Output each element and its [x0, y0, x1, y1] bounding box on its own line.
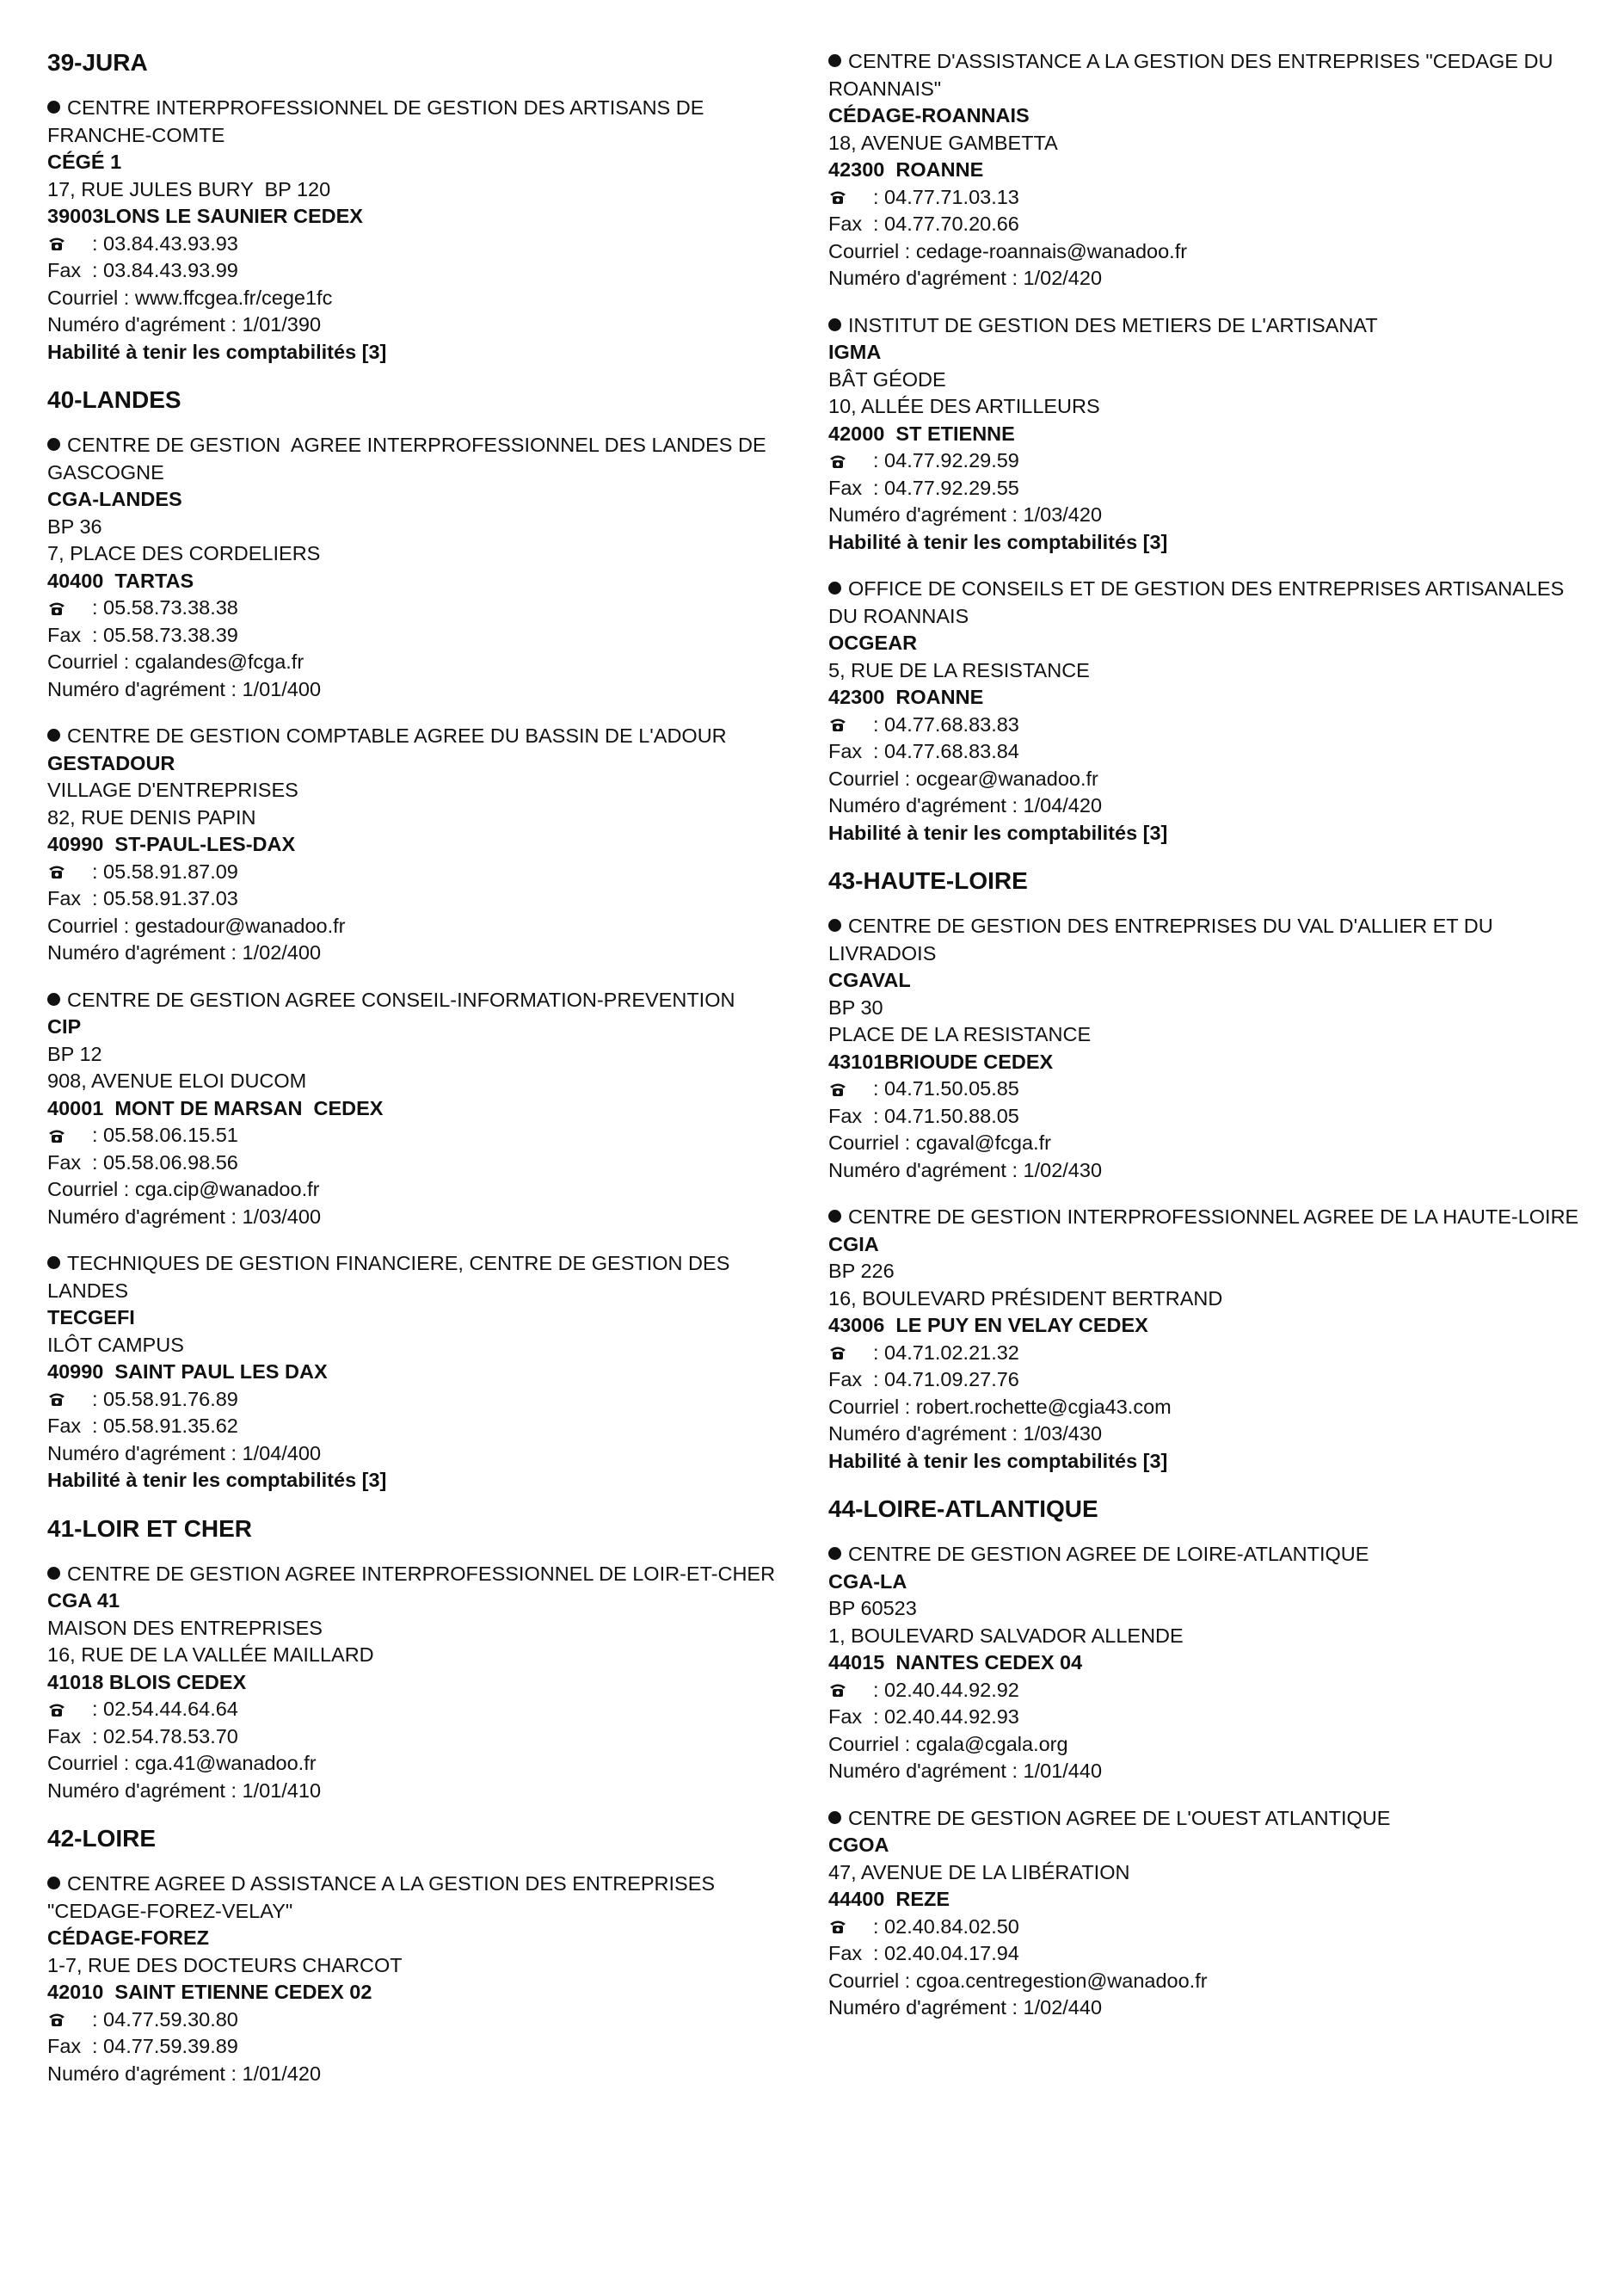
- address-line: BP 226: [828, 1260, 895, 1282]
- organisation-acronym: CGOA: [828, 1834, 889, 1856]
- organisation-name: CENTRE DE GESTION AGREE INTERPROFESSIONNEL DE LOIR-ET-CHER: [67, 1562, 776, 1585]
- agrement-number: Numéro d'agrément : 1/02/400: [47, 941, 322, 964]
- email-line: Courriel : cgala@cgala.org: [828, 1732, 1068, 1755]
- agrement-number: Numéro d'agrément : 1/02/420: [828, 267, 1103, 289]
- telephone-row: [828, 1677, 1585, 1704]
- fax-label: Fax: [828, 1942, 863, 1964]
- organisation-entry: [47, 1561, 804, 1805]
- accounting-authorization: Habilité à tenir les comptabilités [3]: [828, 1449, 1168, 1472]
- organisation-entry: [47, 723, 804, 967]
- fax-number: : 04.77.68.83.84: [873, 740, 1019, 762]
- fax-row: [47, 1413, 804, 1440]
- bullet-icon: [828, 919, 841, 932]
- postal-city: 44015 NANTES CEDEX 04: [828, 1651, 1083, 1674]
- organisation-acronym: CIP: [47, 1015, 82, 1038]
- postal-city: 43101BRIOUDE CEDEX: [828, 1050, 1054, 1073]
- organisation-name-row: [47, 95, 804, 149]
- postal-city: 42010 SAINT ETIENNE CEDEX 02: [47, 1981, 372, 2003]
- organisation-name: CENTRE D'ASSISTANCE A LA GESTION DES ENTREPRISES "CEDAGE DU ROANNAIS": [828, 50, 1559, 100]
- postal-city: 44400 REZE: [828, 1888, 950, 1910]
- postal-city: 39003LONS LE SAUNIER CEDEX: [47, 205, 363, 227]
- fax-row: [47, 257, 804, 285]
- bullet-icon: [47, 729, 60, 742]
- organisation-name-row: [47, 987, 804, 1014]
- organisation-name: OFFICE DE CONSEILS ET DE GESTION DES ENTREPRISES ARTISANALES DU ROANNAIS: [828, 577, 1570, 627]
- agrement-number: Numéro d'agrément : 1/03/430: [828, 1422, 1103, 1445]
- organisation-acronym: CGA-LA: [828, 1569, 907, 1593]
- email-line: Courriel : cga.41@wanadoo.fr: [47, 1752, 317, 1774]
- organisation-name-row: [47, 1250, 804, 1304]
- email-line: Courriel : cga.cip@wanadoo.fr: [47, 1178, 320, 1200]
- telephone-row: [47, 231, 804, 258]
- telephone-row: [828, 712, 1585, 739]
- telephone-icon: [47, 1696, 92, 1723]
- bullet-icon: [828, 318, 841, 331]
- address-line: 1, BOULEVARD SALVADOR ALLENDE: [828, 1624, 1184, 1647]
- fax-number: : 03.84.43.93.99: [92, 259, 238, 281]
- fax-label: Fax: [47, 1150, 82, 1174]
- address-line: 82, RUE DENIS PAPIN: [47, 805, 256, 829]
- postal-city: 40990 SAINT PAUL LES DAX: [47, 1360, 328, 1383]
- address-line: BP 30: [828, 995, 883, 1019]
- postal-city: 40400 TARTAS: [47, 569, 194, 592]
- fax-row: [828, 1940, 1585, 1968]
- fax-row: [828, 1704, 1585, 1731]
- fax-row: [47, 1723, 804, 1751]
- postal-city: 40001 MONT DE MARSAN CEDEX: [47, 1096, 384, 1119]
- address-line: 16, BOULEVARD PRÉSIDENT BERTRAND: [828, 1286, 1223, 1310]
- telephone-row: [828, 184, 1585, 212]
- accounting-authorization: Habilité à tenir les comptabilités [3]: [47, 340, 387, 363]
- fax-row: [828, 1103, 1585, 1131]
- telephone-number: : 02.40.44.92.92: [873, 1678, 1019, 1701]
- telephone-number: : 02.40.84.02.50: [873, 1914, 1019, 1938]
- organisation-name: CENTRE AGREE D ASSISTANCE A LA GESTION DES ENTREPRISES "CEDAGE-FOREZ-VELAY": [47, 1872, 721, 1922]
- fax-label: Fax: [47, 2035, 82, 2057]
- address-line: MAISON DES ENTREPRISES: [47, 1616, 323, 1639]
- postal-city: 40990 ST-PAUL-LES-DAX: [47, 833, 296, 855]
- fax-label: Fax: [47, 259, 82, 281]
- organisation-name-row: [47, 432, 804, 486]
- organisation-name: CENTRE DE GESTION COMPTABLE AGREE DU BASSIN DE L'ADOUR: [67, 724, 727, 747]
- organisation-entry: [828, 1204, 1585, 1475]
- email-line: Courriel : cgalandes@fcga.fr: [47, 650, 304, 673]
- address-line: 47, AVENUE DE LA LIBÉRATION: [828, 1860, 1130, 1883]
- fax-label: Fax: [47, 623, 82, 646]
- fax-number: : 05.58.91.35.62: [92, 1415, 238, 1437]
- address-line: VILLAGE D'ENTREPRISES: [47, 779, 298, 801]
- telephone-icon: [828, 1340, 873, 1367]
- fax-label: Fax: [828, 740, 863, 762]
- organisation-entry: [828, 1805, 1585, 2022]
- bullet-icon: [47, 101, 60, 114]
- email-line: Courriel : ocgear@wanadoo.fr: [828, 767, 1098, 790]
- telephone-row: [47, 595, 804, 622]
- telephone-row: [47, 2006, 804, 2034]
- fax-row: [47, 2033, 804, 2061]
- fax-label: Fax: [47, 887, 82, 909]
- organisation-entry: [47, 987, 804, 1231]
- organisation-name-row: [828, 576, 1585, 630]
- fax-number: : 05.58.73.38.39: [92, 623, 238, 646]
- fax-number: : 02.54.78.53.70: [92, 1724, 238, 1747]
- telephone-icon: [828, 447, 873, 475]
- telephone-icon: [828, 1914, 873, 1941]
- organisation-acronym: CGIA: [828, 1232, 879, 1255]
- accounting-authorization: Habilité à tenir les comptabilités [3]: [828, 530, 1168, 553]
- organisation-name-row: [828, 48, 1585, 102]
- bullet-icon: [828, 582, 841, 595]
- address-line: BP 12: [47, 1042, 102, 1065]
- organisation-name: CENTRE DE GESTION INTERPROFESSIONNEL AGREE DE LA HAUTE-LOIRE: [848, 1205, 1579, 1228]
- agrement-number: Numéro d'agrément : 1/01/390: [47, 313, 322, 336]
- organisation-entry: [828, 48, 1585, 293]
- organisation-name: TECHNIQUES DE GESTION FINANCIERE, CENTRE DE GESTION DES LANDES: [47, 1252, 735, 1302]
- agrement-number: Numéro d'agrément : 1/01/420: [47, 2062, 322, 2085]
- organisation-name-row: [828, 1204, 1585, 1231]
- postal-city: 42300 ROANNE: [828, 686, 984, 708]
- agrement-number: Numéro d'agrément : 1/03/400: [47, 1205, 322, 1228]
- agrement-number: Numéro d'agrément : 1/01/400: [47, 677, 322, 700]
- organisation-acronym: CGA-LANDES: [47, 488, 182, 510]
- fax-label: Fax: [828, 213, 863, 235]
- fax-row: [828, 1366, 1585, 1394]
- fax-row: [47, 622, 804, 650]
- bullet-icon: [828, 1210, 841, 1223]
- organisation-acronym: OCGEAR: [828, 632, 918, 654]
- organisation-name-row: [828, 312, 1585, 340]
- address-line: BP 36: [47, 515, 102, 538]
- telephone-number: : 05.58.06.15.51: [92, 1124, 238, 1146]
- fax-number: : 04.77.59.39.89: [92, 2035, 238, 2057]
- organisation-acronym: CÉDAGE-ROANNAIS: [828, 104, 1030, 126]
- fax-row: [47, 1150, 804, 1177]
- email-line: Courriel : www.ffcgea.fr/cege1fc: [47, 286, 333, 309]
- fax-label: Fax: [828, 1104, 863, 1127]
- organisation-name: CENTRE DE GESTION DES ENTREPRISES DU VAL D'ALLIER ET DU LIVRADOIS: [828, 915, 1499, 965]
- fax-row: [828, 475, 1585, 502]
- department-heading: 44-LOIRE-ATLANTIQUE: [828, 1495, 1098, 1522]
- department-heading: 39-JURA: [47, 49, 148, 76]
- organisation-acronym: CÉDAGE-FOREZ: [47, 1926, 209, 1949]
- agrement-number: Numéro d'agrément : 1/02/440: [828, 1996, 1103, 2019]
- fax-number: : 04.77.92.29.55: [873, 476, 1019, 499]
- organisation-name: CENTRE DE GESTION AGREE DE LOIRE-ATLANTIQUE: [848, 1543, 1369, 1565]
- organisation-acronym: CÉGÉ 1: [47, 151, 122, 173]
- telephone-number: : 04.77.92.29.59: [873, 449, 1019, 472]
- telephone-icon: [47, 1122, 92, 1150]
- bullet-icon: [47, 1567, 60, 1580]
- telephone-row: [828, 1914, 1585, 1941]
- email-line: Courriel : cedage-roannais@wanadoo.fr: [828, 239, 1188, 262]
- telephone-number: : 04.71.50.05.85: [873, 1077, 1019, 1100]
- telephone-number: : 05.58.91.87.09: [92, 860, 238, 883]
- department-heading: 40-LANDES: [47, 386, 181, 413]
- telephone-row: [828, 447, 1585, 475]
- email-line: Courriel : robert.rochette@cgia43.com: [828, 1395, 1172, 1418]
- telephone-icon: [47, 2006, 92, 2034]
- telephone-number: : 04.77.68.83.83: [873, 712, 1019, 736]
- address-line: 5, RUE DE LA RESISTANCE: [828, 658, 1090, 681]
- agrement-number: Numéro d'agrément : 1/01/410: [47, 1778, 322, 1802]
- telephone-number: : 03.84.43.93.93: [92, 231, 238, 255]
- organisation-acronym: IGMA: [828, 341, 882, 363]
- fax-label: Fax: [47, 1415, 82, 1437]
- email-line: Courriel : cgaval@fcga.fr: [828, 1131, 1051, 1154]
- fax-number: : 02.40.44.92.93: [873, 1705, 1019, 1728]
- bullet-icon: [47, 1256, 60, 1269]
- organisation-name-row: [828, 1805, 1585, 1833]
- fax-row: [828, 211, 1585, 238]
- bullet-icon: [828, 54, 841, 67]
- department-heading: 41-LOIR ET CHER: [47, 1514, 253, 1542]
- organisation-name: CENTRE INTERPROFESSIONNEL DE GESTION DES ARTISANS DE FRANCHE-COMTE: [47, 96, 710, 146]
- organisation-name-row: [47, 723, 804, 750]
- agrement-number: Numéro d'agrément : 1/03/420: [828, 503, 1103, 526]
- telephone-number: : 04.77.59.30.80: [92, 2007, 238, 2031]
- address-line: 1-7, RUE DES DOCTEURS CHARCOT: [47, 1953, 403, 1976]
- telephone-icon: [47, 595, 92, 622]
- address-line: 908, AVENUE ELOI DUCOM: [47, 1069, 307, 1092]
- fax-label: Fax: [828, 476, 863, 499]
- telephone-row: [47, 1696, 804, 1723]
- telephone-icon: [47, 231, 92, 258]
- telephone-icon: [828, 184, 873, 212]
- email-line: Courriel : cgoa.centregestion@wanadoo.fr: [828, 1969, 1208, 1992]
- address-line: 10, ALLÉE DES ARTILLEURS: [828, 395, 1100, 417]
- fax-number: : 04.77.70.20.66: [873, 213, 1019, 235]
- organisation-entry: [828, 1541, 1585, 1785]
- bullet-icon: [47, 1877, 60, 1889]
- organisation-acronym: CGA 41: [47, 1589, 120, 1612]
- organisation-name-row: [828, 913, 1585, 967]
- organisation-name-row: [47, 1561, 804, 1588]
- organisation-acronym: CGAVAL: [828, 969, 911, 991]
- telephone-icon: [828, 712, 873, 739]
- fax-row: [47, 885, 804, 913]
- address-line: 18, AVENUE GAMBETTA: [828, 131, 1058, 154]
- telephone-icon: [828, 1677, 873, 1704]
- organisation-name: INSTITUT DE GESTION DES METIERS DE L'ARTISANAT: [848, 313, 1378, 336]
- bullet-icon: [828, 1547, 841, 1560]
- address-line: BÂT GÉODE: [828, 367, 946, 391]
- fax-label: Fax: [828, 1705, 863, 1728]
- postal-city: 42300 ROANNE: [828, 158, 984, 181]
- organisation-name: CENTRE DE GESTION AGREE CONSEIL-INFORMATION-PREVENTION: [67, 988, 735, 1011]
- telephone-row: [47, 1122, 804, 1150]
- bullet-icon: [47, 993, 60, 1006]
- accounting-authorization: Habilité à tenir les comptabilités [3]: [47, 1469, 387, 1491]
- organisation-name: CENTRE DE GESTION AGREE INTERPROFESSIONNEL DES LANDES DE GASCOGNE: [47, 434, 772, 484]
- address-line: ILÔT CAMPUS: [47, 1333, 184, 1356]
- organisation-name: CENTRE DE GESTION AGREE DE L'OUEST ATLANTIQUE: [848, 1806, 1391, 1829]
- organisation-entry: [47, 1871, 804, 2087]
- telephone-row: [828, 1340, 1585, 1367]
- fax-label: Fax: [47, 1724, 82, 1747]
- postal-city: 42000 ST ETIENNE: [828, 422, 1015, 445]
- telephone-icon: [828, 1076, 873, 1103]
- organisation-acronym: GESTADOUR: [47, 751, 175, 774]
- fax-number: : 04.71.50.88.05: [873, 1104, 1019, 1127]
- telephone-number: : 04.77.71.03.13: [873, 185, 1019, 208]
- address-line: BP 60523: [828, 1597, 917, 1619]
- left-column: [47, 48, 804, 2107]
- address-line: 17, RUE JULES BURY BP 120: [47, 177, 331, 200]
- organisation-name-row: [828, 1541, 1585, 1569]
- organisation-entry: [47, 95, 804, 366]
- fax-row: [828, 738, 1585, 766]
- right-column: [828, 48, 1585, 2042]
- postal-city: 41018 BLOIS CEDEX: [47, 1670, 247, 1693]
- telephone-row: [47, 859, 804, 886]
- telephone-number: : 05.58.91.76.89: [92, 1387, 238, 1410]
- department-heading: 42-LOIRE: [47, 1825, 157, 1852]
- address-line: 16, RUE DE LA VALLÉE MAILLARD: [47, 1643, 374, 1666]
- agrement-number: Numéro d'agrément : 1/04/420: [828, 794, 1103, 817]
- organisation-acronym: TECGEFI: [47, 1306, 135, 1328]
- accounting-authorization: Habilité à tenir les comptabilités [3]: [828, 821, 1168, 844]
- telephone-number: : 05.58.73.38.38: [92, 596, 238, 619]
- organisation-name-row: [47, 1871, 804, 1925]
- organisation-entry: [47, 432, 804, 703]
- address-line: PLACE DE LA RESISTANCE: [828, 1023, 1092, 1045]
- fax-number: : 05.58.06.98.56: [92, 1150, 238, 1174]
- organisation-entry: [828, 576, 1585, 847]
- bullet-icon: [828, 1811, 841, 1824]
- agrement-number: Numéro d'agrément : 1/04/400: [47, 1441, 322, 1464]
- organisation-entry: [828, 913, 1585, 1184]
- fax-number: : 02.40.04.17.94: [873, 1942, 1019, 1964]
- telephone-icon: [47, 1386, 92, 1414]
- bullet-icon: [47, 438, 60, 451]
- fax-number: : 04.71.09.27.76: [873, 1368, 1019, 1390]
- email-line: Courriel : gestadour@wanadoo.fr: [47, 914, 346, 937]
- telephone-row: [828, 1076, 1585, 1103]
- fax-label: Fax: [828, 1368, 863, 1390]
- telephone-row: [47, 1386, 804, 1414]
- postal-city: 43006 LE PUY EN VELAY CEDEX: [828, 1314, 1148, 1336]
- telephone-icon: [47, 859, 92, 886]
- organisation-entry: [47, 1250, 804, 1495]
- agrement-number: Numéro d'agrément : 1/01/440: [828, 1760, 1103, 1782]
- telephone-number: : 02.54.44.64.64: [92, 1698, 238, 1720]
- organisation-entry: [828, 312, 1585, 557]
- agrement-number: Numéro d'agrément : 1/02/430: [828, 1158, 1103, 1181]
- telephone-number: : 04.71.02.21.32: [873, 1341, 1019, 1364]
- fax-number: : 05.58.91.37.03: [92, 887, 238, 909]
- address-line: 7, PLACE DES CORDELIERS: [47, 542, 321, 564]
- department-heading: 43-HAUTE-LOIRE: [828, 867, 1028, 894]
